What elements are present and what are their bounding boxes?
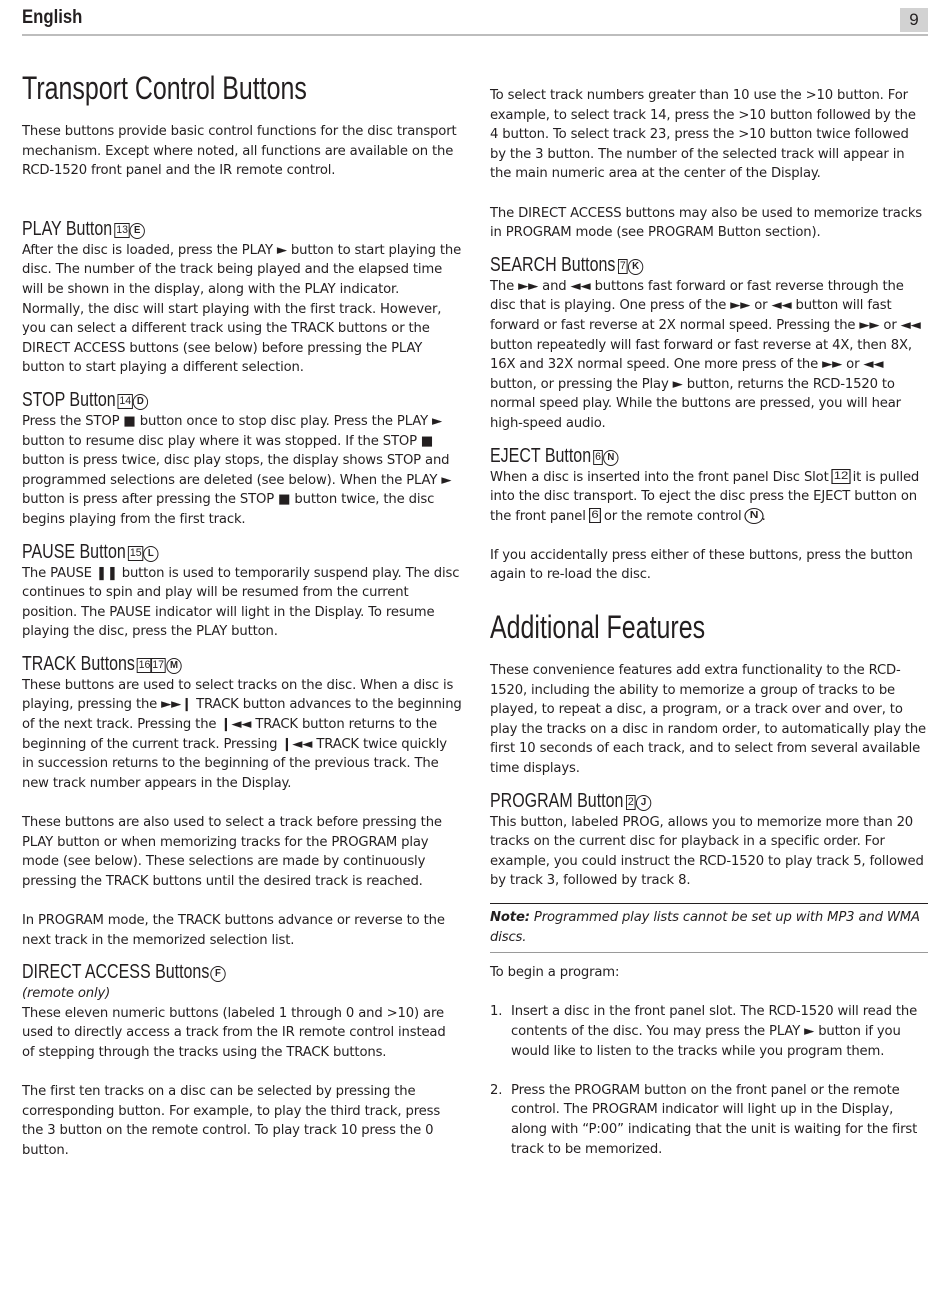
note-box (490, 903, 928, 953)
key-badge: 17 (152, 658, 165, 671)
remote-key-circle: N (604, 450, 619, 466)
direct-access-subtitle: (remote only) (22, 986, 111, 1002)
section-title-transport: Transport Control Buttons (22, 70, 307, 106)
key-badge: 12 (831, 469, 850, 484)
eject-text-2: If you accidentally press either of these buttons, press the button again to re-load the disc. (490, 547, 913, 583)
key-badge: 16 (138, 658, 151, 671)
search-heading: SEARCH Buttons 7 K (490, 253, 840, 277)
language-label: English (22, 7, 83, 28)
page-number: 9 (900, 8, 928, 32)
remote-key-circle: M (166, 658, 181, 674)
key-badge: 15 (129, 546, 142, 559)
track-text-1: These buttons are used to select tracks on the disc. When a disc is playing, pressing the ►►❙ TRACK button advances to the beginning of the next track. Pressing the ❙◄◄ TRACK button returns to the beginning of the current track. Pressing ❙◄◄ TRACK twice quickly in succession returns to the beginning of the previous track. The new track number appears in the Display. (22, 677, 462, 791)
memorize-text: The DIRECT ACCESS buttons may also be used to memorize tracks in PROGRAM mode (see PROGRAM Button section). (490, 205, 923, 241)
direct-access-text-2: The first ten tracks on a disc can be selected by pressing the corresponding button. For example, to play the third track, press the 3 button on the remote control. To play track 10 press the 0 button. (22, 1084, 441, 1158)
remote-key-circle: D (133, 394, 148, 410)
key-badge: 2 (627, 795, 634, 808)
track-text-3: In PROGRAM mode, the TRACK buttons advance or reverse to the next track in the memorized selection list. (22, 913, 445, 948)
eject-heading: EJECT Button 6 N (490, 444, 840, 468)
list-item: 2. Press the PROGRAM button on the front panel or the remote control. The PROGRAM indicator will light up in the Display, along with “P:00” indicating that the unit is waiting for the first track to be memorized. (490, 1082, 918, 1157)
note-text: Programmed play lists cannot be set up with MP3 and WMA discs. (490, 910, 920, 945)
features-paragraph: These convenience features add extra functionality to the RCD-1520, including the ability to memorize a group of tracks to be played, to repeat a disc, a program, or a track over and over, to play the tracks on a disc in random order, to automatically play the first 10 seconds of each track, and to select from several available time displays. (490, 663, 926, 777)
key-badge: 14 (119, 394, 132, 407)
program-text: This button, labeled PROG, allows you to memorize more than 20 tracks on the current disc for playback in a specific order. For example, you could instruct the RCD-1520 to play track 5, followed by track 3, followed by track 8. (490, 814, 924, 889)
pause-heading: PAUSE Button 15 L (22, 540, 374, 564)
play-heading: PLAY Button 13 E (22, 217, 374, 241)
search-text: The ►► and ◄◄ buttons fast forward or fast reverse through the disc that is playing. One press of the ►► or ◄◄ button will fast forward or fast reverse at 2X normal speed. Pressing the ►► or ◄◄ button repeatedly will fast forward or fast reverse at 4X, then 8X, 16X and 32X normal speed. One more press of the ►► or ◄◄ button, or pressing the Play ► button, returns the RCD-1520 to normal speed play. While the buttons are pressed, you will hear high-speed audio. (490, 278, 921, 431)
section-title-additional: Additional Features (490, 609, 706, 646)
right-column (490, 86, 928, 1159)
begin-program-text: To begin a program: (490, 965, 620, 981)
list-spacer (490, 1061, 928, 1081)
remote-key-circle: F (210, 966, 225, 982)
key-badge: 6 (589, 508, 601, 523)
play-text: After the disc is loaded, press the PLAY ► button to start playing the disc. The number of the track being played and the elapsed time will be shown in the display, along with the PLAY indicator. Normally, the disc will start playing with the first track. However, you can select a different track using the TRACK buttons or the DIRECT ACCESS buttons (see below) before pressing the PLAY button to start playing a different selection. (22, 242, 462, 376)
remote-key-circle: E (129, 223, 144, 239)
list-item: 1. Insert a disc in the front panel slot. The RCD-1520 will read the contents of the disc. You may press the PLAY ► button if you would like to listen to the tracks while you program them. (490, 1004, 918, 1059)
program-steps (490, 1002, 928, 1159)
left-column (22, 68, 462, 1161)
eject-text: When a disc is inserted into the front panel Disc Slot 12 it is pulled into the disc transport. To eject the disc press the EJECT button on the front panel 6 or the remote control N . (490, 469, 920, 524)
stop-text: Press the STOP ■ button once to stop disc play. Press the PLAY ► button to resume disc play where it was stopped. If the STOP ■ button is press twice, disc play stops, the display shows STOP and programmed selections are deleted (see below). When the PLAY ► button is press after pressing the STOP ■ button twice, the disc begins playing from the first track. (22, 413, 452, 527)
key-badge: 7 (619, 259, 626, 272)
intro-paragraph: These buttons provide basic control functions for the disc transport mechanism. Except where noted, all functions are available on the RCD-1520 front panel and the IR remote control. (22, 124, 457, 179)
remote-key-circle: L (143, 546, 158, 562)
remote-key-circle: N (744, 508, 763, 524)
key-badge: 6 (595, 450, 602, 463)
direct-access-heading: DIRECT ACCESS Buttons F (22, 960, 374, 984)
page-header (22, 4, 928, 36)
program-heading: PROGRAM Button 2 J (490, 789, 840, 813)
direct-access-text-1: These eleven numeric buttons (labeled 1 through 0 and >10) are used to directly access a track from the IR remote control instead of stepping through the tracks using the TRACK buttons. (22, 1005, 446, 1060)
pause-text: The PAUSE ❚❚ button is used to temporarily suspend play. The disc continues to spin and play will be resumed from the current position. The PAUSE indicator will light in the Display. To resume playing the disc, press the PLAY button. (22, 565, 460, 640)
track-heading: TRACK Buttons 16 17 M (22, 652, 374, 676)
greater-10-text: To select track numbers greater than 10 use the >10 button. For example, to select track 14, press the >10 button followed by the 4 button. To select track 23, press the >10 button twice followed by the 3 button. The number of the selected track will appear in the main numeric area at the center of the Display. (490, 88, 916, 182)
note-label: Note: (490, 910, 530, 925)
remote-key-circle: J (636, 795, 651, 811)
stop-heading: STOP Button 14 D (22, 388, 374, 412)
track-text-2: These buttons are also used to select a track before pressing the PLAY button or when memorizing tracks for the PROGRAM play mode (see below). These selections are made by continuously pressing the TRACK buttons until the desired track is reached. (22, 815, 442, 889)
key-badge: 13 (115, 223, 128, 236)
remote-key-circle: K (628, 259, 643, 275)
